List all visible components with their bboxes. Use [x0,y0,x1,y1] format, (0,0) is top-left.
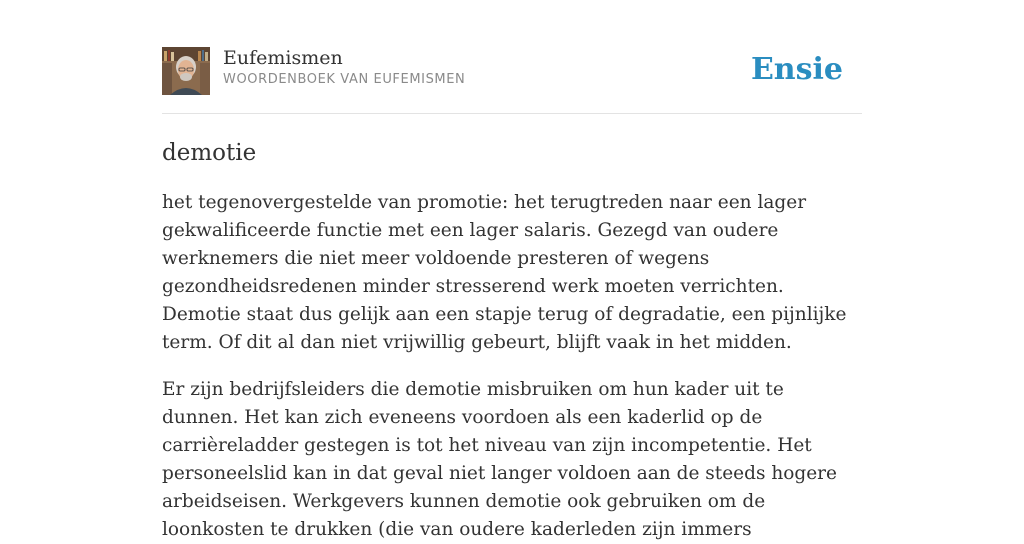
entry-paragraph: het tegenovergestelde van promotie: het terugtreden naar een lager gekwalificeerde functie met een lager salaris. Gezegd van oudere werknemers die niet meer voldoende presteren of wegens gezondheidsredenen minder stresserend werk moeten verrichten. Demotie staat dus gelijk aan een stapje terug of degradatie, een pijnlijke term. Of dit al dan niet vrijwillig gebeurt, blijft vaak in het midden. [162,192,847,353]
brand-logo[interactable]: Ensie [750,52,843,87]
source-subtitle: WOORDENBOEK VAN EUFEMISMEN [223,72,466,87]
entry-paragraph: Er zijn bedrijfsleiders die demotie misbruiken om hun kader uit te dunnen. Het kan zich eveneens voordoen als een kaderlid op de carrièreladder gestegen is tot het niveau van zijn incompetentie. Het personeelslid kan in dat geval niet langer voldoen aan de steeds hogere arbeidseisen. Werkgevers kunnen demotie ook gebruiken om de loonkosten te drukken (die van oudere kaderleden zijn immers [162,379,837,540]
entry-term: demotie [162,140,257,166]
author-portrait-image [162,47,210,95]
source-info [223,46,465,89]
source-title[interactable]: Eufemismen [223,47,343,69]
author-avatar[interactable] [162,47,210,95]
header [162,0,862,114]
content-column [162,0,862,544]
